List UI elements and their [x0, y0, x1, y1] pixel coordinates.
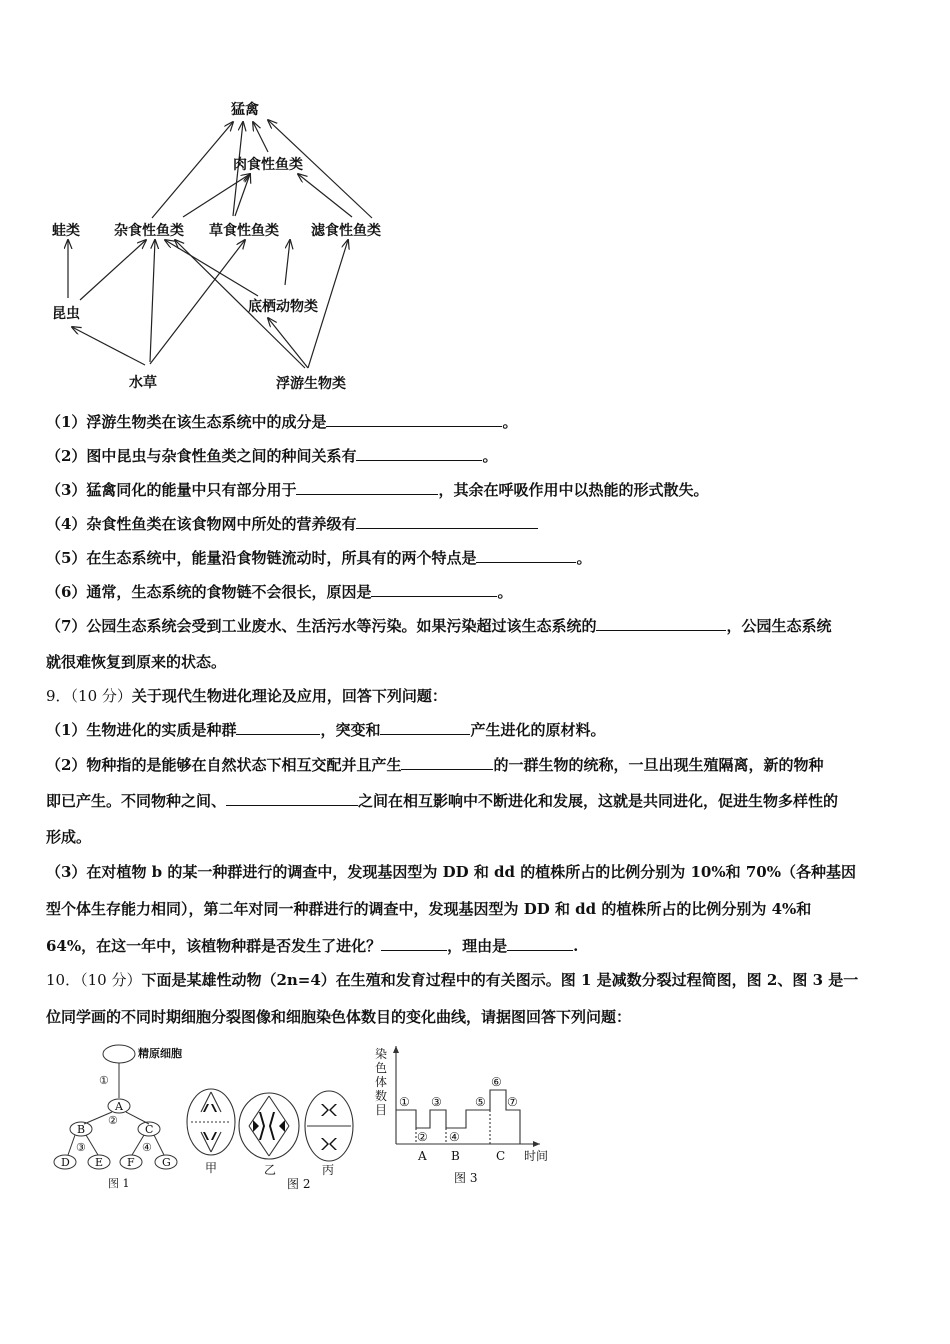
q10-line-2-wrap	[46, 1007, 908, 1027]
q9-score: （10 分）	[70, 687, 132, 705]
q9-item-2-cont-text: 即已产生。不同物种之间、	[46, 792, 227, 810]
answer-blank[interactable]	[401, 754, 493, 770]
q8-item-2-tail: 。	[482, 447, 498, 465]
q8-item-7-cont-text: 就很难恢复到原来的状态。	[46, 653, 227, 671]
q9-item-3-cont	[46, 899, 908, 919]
fig3-seg-1: ①	[399, 1095, 410, 1109]
q8-item-7-tail: ，公园生态系统	[726, 617, 832, 635]
q9-item-3-text: （3）在对植物 b 的某一种群进行的调查中，发现基因型为 DD 和 dd 的植株所占的比例分别为 10%和 70%（各种基因	[46, 863, 856, 881]
fig3-seg-6: ⑥	[491, 1075, 502, 1089]
q9-item-3-cont-text: 型个体生存能力相同），第二年对同一种群进行的调查中，发现基因型为 DD 和 dd 的植株所占的比例分别为 4%和	[46, 900, 812, 918]
answer-blank[interactable]	[371, 581, 497, 597]
spermatogonium-cell	[103, 1045, 135, 1063]
node-omnivorous-fish: 杂食性鱼类	[114, 223, 184, 239]
q9-item-1-mid: ，突变和	[320, 721, 381, 739]
q8-item-5	[46, 547, 908, 568]
node-carnivorous-fish: 肉食性鱼类	[233, 157, 303, 173]
fig1-step-2: ②	[108, 1114, 118, 1127]
fig3-ylabel-1: 染	[375, 1047, 388, 1061]
q9-item-3-end-tail: .	[573, 937, 579, 955]
q8-item-2-text: （2）图中昆虫与杂食性鱼类之间的种间关系有	[46, 447, 357, 465]
q8-item-2	[46, 445, 908, 466]
figure-2	[183, 1082, 363, 1194]
fig3-ylabel-5: 目	[375, 1103, 388, 1117]
fig1-step-4: ④	[142, 1141, 152, 1154]
fig3-seg-2: ②	[417, 1130, 428, 1144]
q8-item-1	[46, 411, 908, 432]
q8-item-7-cont	[46, 652, 908, 672]
answer-blank[interactable]	[356, 445, 482, 461]
fig3-seg-7: ⑦	[507, 1095, 518, 1109]
q9-intro: 关于现代生物进化理论及应用，回答下列问题：	[131, 687, 447, 705]
q9-number: 9．	[46, 687, 71, 705]
fig1-caption: 图 1	[108, 1177, 130, 1190]
fig2-caption: 图 2	[287, 1177, 311, 1191]
q9-item-3-end-mid: ，理由是	[447, 937, 508, 955]
q8-item-5-text: （5）在生态系统中，能量沿食物链流动时，所具有的两个特点是	[46, 549, 477, 567]
q9-item-1-tail: 产生进化的原材料。	[470, 721, 606, 739]
fig2-label-yi: 乙	[264, 1163, 277, 1177]
answer-blank[interactable]	[326, 411, 502, 427]
q9-item-2-text: （2）物种指的是能够在自然状态下相互交配并且产生	[46, 756, 402, 774]
fig3-seg-4: ④	[449, 1130, 460, 1144]
fig1-node-E: E	[95, 1156, 104, 1169]
fig3-ylabel-4: 数	[375, 1089, 388, 1103]
fig1-step-1: ①	[99, 1074, 109, 1087]
fig3-tick-B: B	[451, 1149, 460, 1163]
answer-blank[interactable]	[226, 790, 358, 806]
fig3-seg-3: ③	[431, 1095, 442, 1109]
fig1-top-label: 精原细胞	[138, 1047, 182, 1060]
q9-item-2	[46, 754, 908, 775]
q8-item-7-text: （7）公园生态系统会受到工业废水、生活污水等污染。如果污染超过该生态系统的	[46, 617, 597, 635]
q10-heading	[46, 970, 908, 990]
q8-item-1-text: （1）浮游生物类在该生态系统中的成分是	[46, 413, 327, 431]
fig2-label-jia: 甲	[205, 1161, 218, 1175]
fig3-seg-5: ⑤	[475, 1095, 486, 1109]
q8-item-7	[46, 615, 908, 636]
q8-item-4	[46, 513, 908, 534]
answer-blank[interactable]	[380, 719, 470, 735]
q9-item-3-end-text: 64%，在这一年中，该植物种群是否发生了进化？	[46, 937, 382, 955]
q10-line-2: 位同学画的不同时期细胞分裂图像和细胞染色体数目的变化曲线，请据图回答下列问题：	[46, 1008, 632, 1026]
q8-item-1-tail: 。	[502, 413, 518, 431]
fig3-ylabel-2: 色	[375, 1061, 388, 1075]
food-web-diagram	[40, 90, 420, 400]
q9-item-3-end	[46, 935, 908, 956]
fig3-ylabel-3: 体	[375, 1075, 388, 1089]
node-raptor: 猛禽	[231, 102, 259, 118]
q9-item-2-cont-tail: 之间在相互影响中不断进化和发展，这就是共同进化，促进生物多样性的	[358, 792, 839, 810]
answer-blank[interactable]	[596, 615, 726, 631]
node-insects: 昆虫	[52, 306, 80, 322]
figure-3	[370, 1040, 560, 1190]
q9-item-2-tail: 的一群生物的统称，一旦出现生殖隔离，新的物种	[493, 756, 824, 774]
q9-item-2-cont	[46, 790, 908, 811]
answer-blank[interactable]	[381, 935, 447, 951]
q8-item-4-text: （4）杂食性鱼类在该食物网中所处的营养级有	[46, 515, 357, 533]
q8-item-3-text: （3）猛禽同化的能量中只有部分用于	[46, 481, 297, 499]
answer-blank[interactable]	[356, 513, 538, 529]
fig3-xlabel: 时间	[524, 1149, 549, 1163]
fig3-tick-A: A	[418, 1149, 427, 1163]
node-frogs: 蛙类	[52, 223, 80, 239]
node-water-plants: 水草	[129, 375, 157, 391]
q8-item-3	[46, 479, 908, 500]
node-filter-fish: 滤食性鱼类	[311, 223, 381, 239]
fig2-label-bing: 丙	[322, 1163, 335, 1177]
q10-score: （10 分）	[80, 971, 142, 989]
fig1-node-G: G	[162, 1156, 171, 1169]
q9-item-2-end-text: 形成。	[46, 828, 92, 846]
q9-item-2-end	[46, 827, 908, 847]
fig1-step-3: ③	[76, 1141, 86, 1154]
fig1-node-D: D	[61, 1156, 70, 1169]
node-herbivorous-fish: 草食性鱼类	[209, 223, 279, 239]
fig1-node-C: C	[145, 1123, 154, 1136]
q9-item-1	[46, 719, 908, 740]
q9-heading	[46, 686, 908, 706]
q9-item-3	[46, 862, 908, 882]
q10-number: 10．	[46, 971, 81, 989]
fig1-node-A: A	[115, 1100, 123, 1113]
answer-blank[interactable]	[236, 719, 320, 735]
answer-blank[interactable]	[507, 935, 573, 951]
figure-1	[46, 1040, 186, 1195]
q8-item-6	[46, 581, 908, 602]
answer-blank[interactable]	[476, 547, 576, 563]
fig1-node-F: F	[127, 1156, 135, 1169]
q10-line-1: 下面是某雄性动物（2n=4）在生殖和发育过程中的有关图示。图 1 是减数分裂过程简图，图 2、图 3 是一	[141, 971, 859, 989]
fig3-caption: 图 3	[454, 1171, 478, 1185]
answer-blank[interactable]	[296, 479, 438, 495]
fig1-node-B: B	[77, 1123, 86, 1136]
q9-item-1-text: （1）生物进化的实质是种群	[46, 721, 237, 739]
q8-item-6-text: （6）通常，生态系统的食物链不会很长，原因是	[46, 583, 372, 601]
node-plankton: 浮游生物类	[276, 376, 346, 392]
q8-item-3-tail: ，其余在呼吸作用中以热能的形式散失。	[438, 481, 709, 499]
fig3-tick-C: C	[496, 1149, 506, 1163]
q8-item-6-tail: 。	[497, 583, 513, 601]
q8-item-5-tail: 。	[576, 549, 592, 567]
node-benthic: 底栖动物类	[248, 299, 318, 315]
